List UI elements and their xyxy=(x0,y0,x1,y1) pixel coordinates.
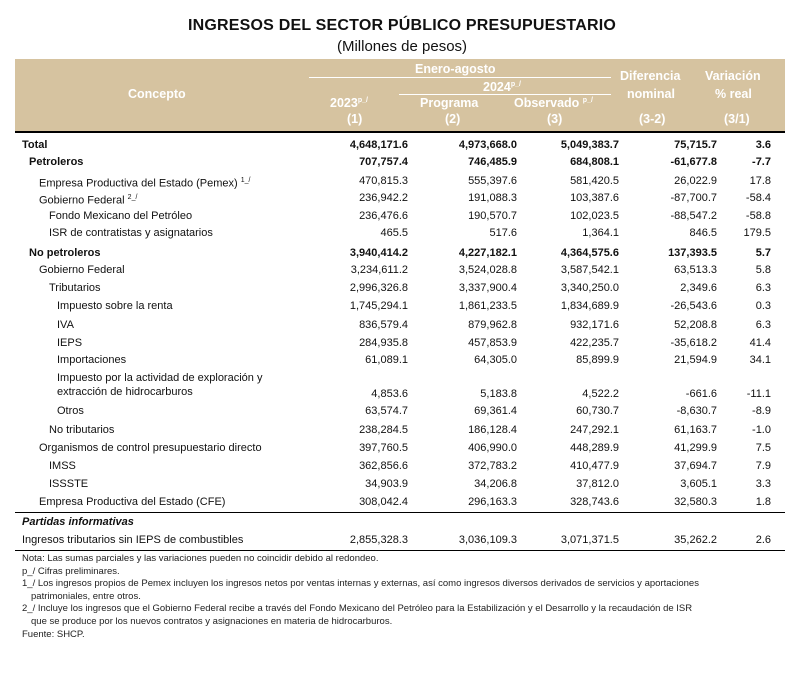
header-enero-agosto: Enero-agosto xyxy=(415,62,496,76)
header-col-3: (3) xyxy=(547,112,563,126)
note-2-cont: que se produce por los nuevos contratos y asignaciones en materia de hidrocarburos. xyxy=(31,615,393,627)
header-rule-2024 xyxy=(399,94,611,95)
row-otros: Otros 63,574.7 69,361.4 60,730.7 -8,630.7 -8.9 xyxy=(57,405,771,417)
header-bottom-rule xyxy=(15,131,785,133)
row-pemex: Empresa Productiva del Estado (Pemex) $^{1\_/}$ 470,815.3 555,397.6 581,420.5 26,022.9 17.8 xyxy=(39,175,771,190)
header-concepto: Concepto xyxy=(128,87,186,101)
row-gobierno-federal: Gobierno Federal 3,234,611.2 3,524,028.8 3,587,542.1 63,513.3 5.8 xyxy=(39,264,771,276)
table-title: INGRESOS DEL SECTOR PÚBLICO PRESUPUESTARIO xyxy=(187,17,617,34)
note-2: 2_/ Incluye los ingresos que el Gobierno Federal recibe a través del Fondo Mexicano del Petróleo para la Estabilización y el Desarrollo y la recaudación de ISR xyxy=(22,603,693,615)
header-variacion: Variación xyxy=(705,69,761,83)
row-petroleros: Petroleros 707,757.4 746,485.9 684,808.1 -61,677.8 -7.7 xyxy=(29,156,771,168)
header-programa: Programa xyxy=(420,96,479,110)
row-cfe: Empresa Productiva del Estado (CFE) 308,042.4 296,163.3 328,743.6 32,580.3 1.8 xyxy=(39,496,771,508)
header-col-2: (2) xyxy=(445,112,461,126)
row-importaciones: Importaciones 61,089.1 64,305.0 85,899.9 21,594.9 34.1 xyxy=(57,354,771,366)
row-organismos: Organismos de control presupuestario directo 397,760.5 406,990.0 448,289.9 41,299.9 7.5 xyxy=(39,442,771,454)
row-partidas-ingresos: Ingresos tributarios sin IEPS de combustibles 2,855,328.3 3,036,109.3 3,071,371.5 35,262.2 2.6 xyxy=(22,534,771,546)
row-no-tributarios: No tributarios 238,284.5 186,128.4 247,292.1 61,163.7 -1.0 xyxy=(49,424,771,436)
row-fondo-mexicano: Fondo Mexicano del Petróleo 236,476.6 190,570.7 102,023.5 -88,547.2 -58.8 xyxy=(49,210,771,222)
header-real: % real xyxy=(715,87,752,101)
header-rule-period xyxy=(309,77,611,78)
row-imss: IMSS 362,856.6 372,783.2 410,477.9 37,694.7 7.9 xyxy=(49,460,771,472)
header-nominal: nominal xyxy=(627,87,675,101)
row-iva: IVA 836,579.4 879,962.8 932,171.6 52,208.8 6.3 xyxy=(57,319,771,331)
footnotes xyxy=(22,553,792,641)
row-isr-contratistas: ISR de contratistas y asignatarios 465.5 517.6 1,364.1 846.5 179.5 xyxy=(49,227,771,239)
header-year-2024: $2024^{p\_/}$ xyxy=(483,80,521,94)
row-no-petroleros: No petroleros 3,940,414.2 4,227,182.1 4,364,575.6 137,393.5 5.7 xyxy=(29,247,771,259)
table-bottom-rule xyxy=(15,550,785,551)
row-gobierno-federal-petroleros: Gobierno Federal $^{2\_/}$ 236,942.2 191,088.3 103,387.6 -87,700.7 -58.4 xyxy=(39,192,771,207)
row-isr: Impuesto sobre la renta 1,745,294.1 1,861,233.5 1,834,689.9 -26,543.6 0.3 xyxy=(57,300,771,312)
note-1: 1_/ Los ingresos propios de Pemex incluyen los ingresos netos por ventas internas y externas, así como ingresos diversos derivados de servicios y aportaciones xyxy=(22,578,699,590)
header-col-4: (3-2) xyxy=(639,112,666,126)
header-year-2023: $2023^{p\_/}$ xyxy=(330,96,368,110)
note-source: Fuente: SHCP. xyxy=(22,628,85,640)
note-1-cont: patrimoniales, entre otros. xyxy=(31,590,141,602)
note-preliminary: p_/ Cifras preliminares. xyxy=(22,565,120,577)
row-tributarios: Tributarios 2,996,326.8 3,337,900.4 3,340,250.0 2,349.6 6.3 xyxy=(49,282,771,294)
table-subtitle: (Millones de pesos) xyxy=(336,38,468,55)
header-col-5: (3/1) xyxy=(724,112,750,126)
row-total: Total 4,648,171.6 4,973,668.0 5,049,383.7 75,715.7 3.6 xyxy=(22,139,771,151)
header-col-1: (1) xyxy=(347,112,363,126)
row-impuesto-exploracion: Impuesto por la actividad de exploración y extracción de hidrocarburos 4,853.6 5,183.8 4,522.2 -661.6 -11.1 xyxy=(57,372,771,400)
partidas-heading: Partidas informativas xyxy=(22,516,134,528)
note-rounding: Nota: Las sumas parciales y las variaciones pueden no coincidir debido al redondeo. xyxy=(22,553,379,564)
row-issste: ISSSTE 34,903.9 34,206.8 37,812.0 3,605.1 3.3 xyxy=(49,478,771,490)
table-header xyxy=(15,59,785,131)
header-observado: Observado $^{p\_/}$ xyxy=(514,96,593,110)
header-diferencia: Diferencia xyxy=(620,69,681,83)
row-ieps: IEPS 284,935.8 457,853.9 422,235.7 -35,618.2 41.4 xyxy=(57,337,771,349)
